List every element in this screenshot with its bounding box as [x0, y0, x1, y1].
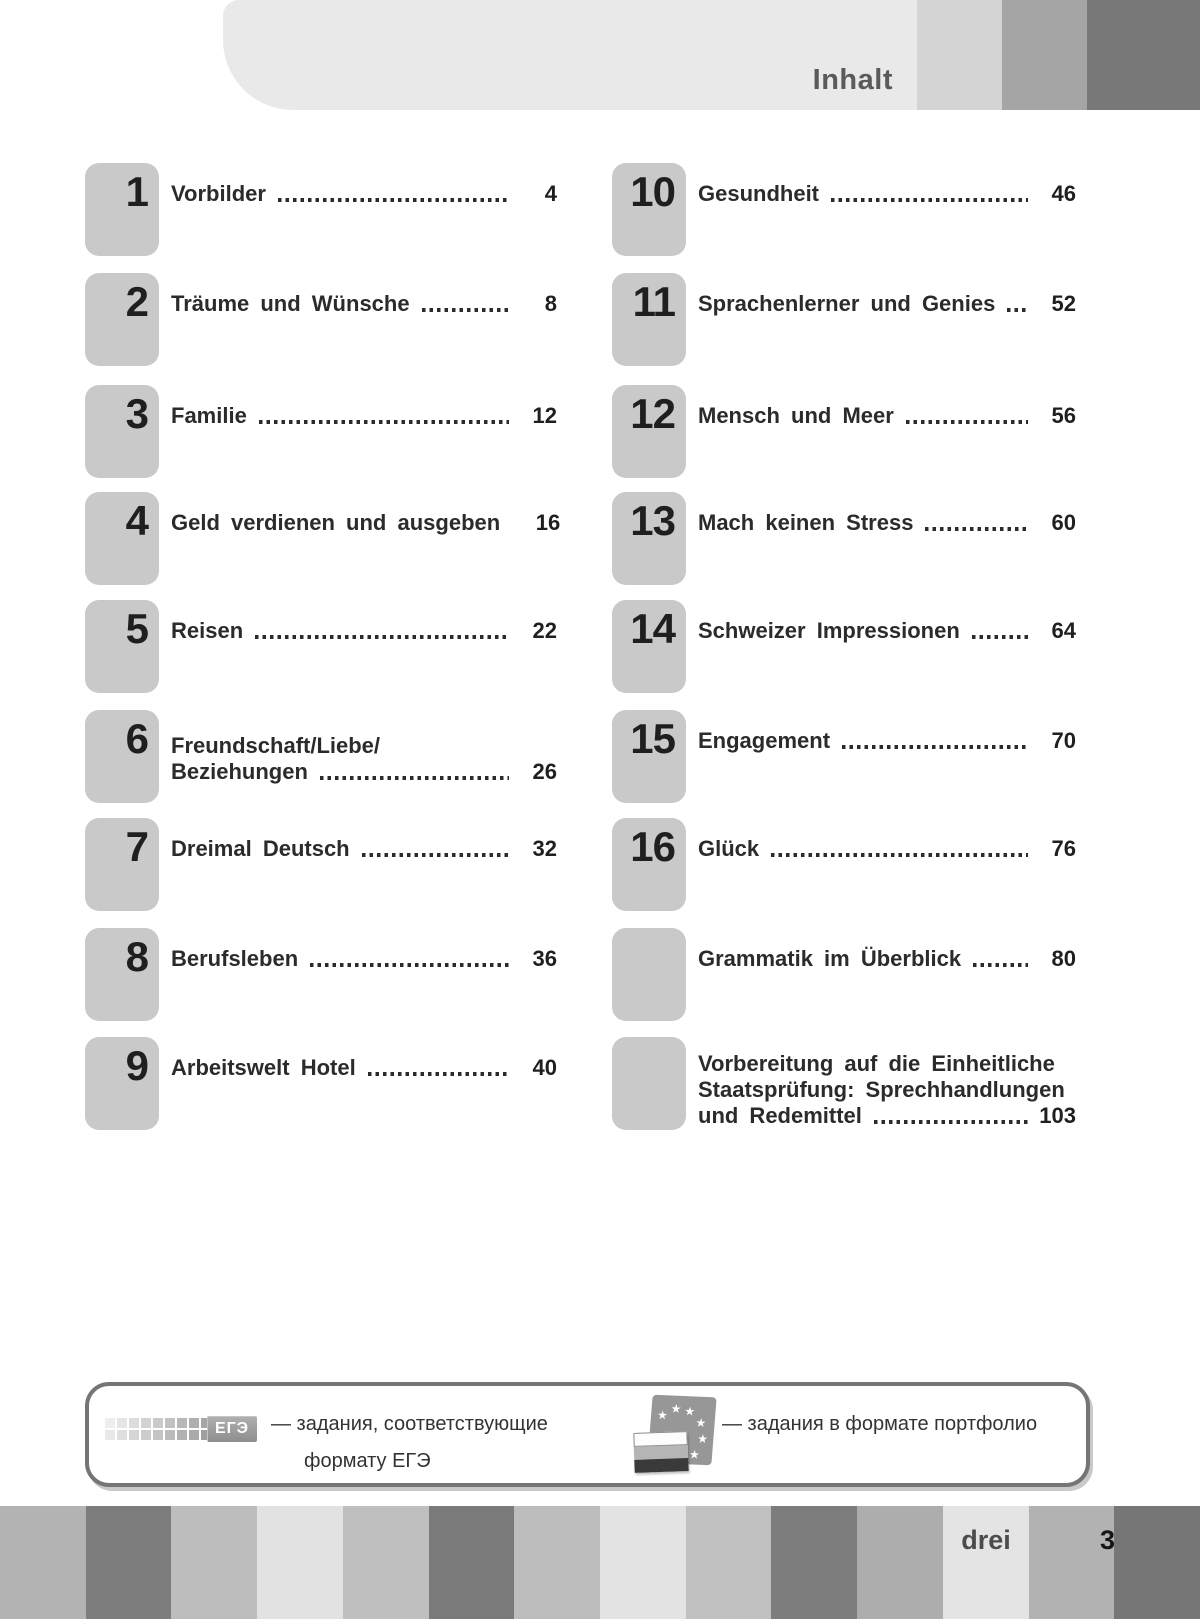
- footer-band: [1029, 1506, 1115, 1619]
- chapter-title-line: Engagement: [698, 728, 831, 753]
- footer-band: [686, 1506, 772, 1619]
- chapter-number-tile: [612, 600, 686, 693]
- dotted-leader: [362, 853, 509, 857]
- chapter-title-line: Geld verdienen und ausgeben: [171, 510, 501, 535]
- footer-band: [771, 1506, 857, 1619]
- toc-entry: [85, 385, 557, 478]
- chapter-number-tile: [612, 818, 686, 911]
- chapter-number-tile: [85, 928, 159, 1021]
- chapter-number-tile: [85, 385, 159, 478]
- footer-band: [600, 1506, 686, 1619]
- page-number: 16: [535, 510, 561, 535]
- legend-box: [85, 1382, 1090, 1487]
- chapter-title-line: Freundschaft/Liebe/: [171, 733, 381, 758]
- page-title: Inhalt: [812, 64, 893, 96]
- chapter-title-line: Beziehungen: [171, 759, 308, 784]
- chapter-title-line: Berufsleben: [171, 946, 299, 971]
- toc-entry: [612, 1037, 1076, 1130]
- chapter-title-line: Träume und Wünsche: [171, 291, 410, 316]
- dotted-leader: [259, 420, 509, 424]
- chapter-number-tile: [612, 710, 686, 803]
- chapter-number: 13: [630, 497, 675, 544]
- dotted-leader: [906, 420, 1028, 424]
- toc-entry: [612, 600, 1076, 693]
- page-number: 46: [1051, 181, 1076, 206]
- footer-page-number: 3: [1100, 1525, 1116, 1555]
- chapter-number: 9: [125, 1042, 148, 1089]
- toc-entry: [85, 1037, 557, 1130]
- ege-legend-text: [271, 1406, 548, 1480]
- toc-entry: [85, 163, 557, 256]
- header-stripe-dark: [1087, 0, 1200, 110]
- chapter-title-line: und Redemittel: [698, 1103, 862, 1128]
- page-number: 52: [1051, 291, 1076, 316]
- chapter-title-line: Reisen: [171, 618, 244, 643]
- chapter-number-tile: [612, 928, 686, 1021]
- portfolio-tricolor: [633, 1431, 688, 1473]
- toc-entry: [612, 492, 1076, 585]
- chapter-number: 6: [125, 715, 148, 762]
- dotted-leader: [422, 308, 509, 312]
- chapter-title-line: Grammatik im Überblick: [698, 946, 962, 971]
- chapter-number: 8: [125, 933, 148, 980]
- chapter-title-line: Familie: [171, 403, 247, 428]
- chapter-number-tile: [612, 163, 686, 256]
- toc-entry: [85, 818, 557, 911]
- chapter-number-tile: [85, 600, 159, 693]
- toc-entry: [612, 710, 1076, 803]
- footer-band: [0, 1506, 86, 1619]
- chapter-number-tile: [85, 163, 159, 256]
- chapter-title-line: Staatsprüfung: Sprechhandlungen: [698, 1077, 1065, 1102]
- footer-band: [429, 1506, 515, 1619]
- footer-color-strip: [0, 1506, 1200, 1619]
- page-number: 80: [1051, 946, 1076, 971]
- chapter-number-tile: [612, 385, 686, 478]
- footer-band: [343, 1506, 429, 1619]
- dotted-leader: [278, 198, 509, 202]
- toc-entry: [85, 928, 557, 1021]
- chapter-number: 7: [125, 823, 148, 870]
- chapter-title-line: Vorbilder: [171, 181, 266, 206]
- chapter-title-line: Glück: [698, 836, 760, 861]
- chapter-title-line: Arbeitswelt Hotel: [171, 1055, 356, 1080]
- chapter-title-line: Mach keinen Stress: [698, 510, 914, 535]
- chapter-number: 11: [632, 278, 675, 325]
- toc-entry: [612, 163, 1076, 256]
- page-number: 103: [1039, 1103, 1076, 1128]
- toc-entry: [612, 928, 1076, 1021]
- chapter-number: 2: [125, 278, 148, 325]
- chapter-number-tile: [612, 273, 686, 366]
- page-number: 32: [532, 836, 557, 861]
- toc-entry: [85, 600, 557, 693]
- footer-band: [857, 1506, 943, 1619]
- page-number: 26: [532, 759, 557, 784]
- toc-column-right: [612, 0, 1076, 1200]
- portfolio-flag-icon: [634, 1392, 718, 1476]
- chapter-title-line: Gesundheit: [698, 181, 820, 206]
- chapter-number-tile: [85, 710, 159, 803]
- chapter-number-tile: [612, 492, 686, 585]
- chapter-number: 1: [125, 168, 148, 215]
- chapter-number: [612, 928, 686, 936]
- toc-entry: [612, 818, 1076, 911]
- page-number: 76: [1051, 836, 1076, 861]
- footer-band: [86, 1506, 172, 1619]
- chapter-title-line: Schweizer Impressionen: [698, 618, 960, 643]
- dotted-leader: [310, 963, 509, 967]
- toc-entry: [612, 385, 1076, 478]
- page-number: 60: [1051, 510, 1076, 535]
- page-number: 22: [532, 618, 557, 643]
- page-number: 4: [544, 181, 557, 206]
- chapter-number-tile: [85, 818, 159, 911]
- footer-band: [171, 1506, 257, 1619]
- footer-band: [257, 1506, 343, 1619]
- chapter-number: [612, 1037, 686, 1045]
- portfolio-legend-text: — задания в формате портфолио: [722, 1413, 1038, 1435]
- chapter-title-line: Sprachenlerner und Genies: [698, 291, 996, 316]
- chapter-number-tile: [612, 1037, 686, 1130]
- page-number: 56: [1051, 403, 1076, 428]
- page-number: 40: [532, 1055, 557, 1080]
- toc-column-left: [85, 0, 561, 1200]
- footer-word: drei: [961, 1525, 1011, 1555]
- footer-band: [514, 1506, 600, 1619]
- toc-entry: [85, 710, 557, 803]
- toc-entry: [612, 273, 1076, 366]
- chapter-number: 16: [630, 823, 675, 870]
- dotted-leader: [771, 853, 1028, 857]
- dotted-leader: [973, 963, 1028, 967]
- chapter-number-tile: [85, 273, 159, 366]
- ege-pixel-fade-icon: [105, 1418, 211, 1440]
- page-number: 64: [1051, 618, 1076, 643]
- chapter-number: 3: [125, 390, 148, 437]
- ege-badge: ЕГЭ: [207, 1416, 257, 1442]
- page-number: 70: [1051, 728, 1076, 753]
- toc-entry: [85, 273, 557, 366]
- page-number: 8: [544, 291, 557, 316]
- chapter-number: 15: [630, 715, 675, 762]
- dotted-leader: [874, 1120, 1028, 1124]
- dotted-leader: [255, 635, 509, 639]
- chapter-title-line: Mensch und Meer: [698, 403, 894, 428]
- ege-legend-line1: — задания, соответствующие: [271, 1413, 548, 1435]
- chapter-number: 12: [630, 390, 675, 437]
- footer-band: [943, 1506, 1029, 1619]
- chapter-number-tile: [85, 1037, 159, 1130]
- page-number: 12: [532, 403, 557, 428]
- chapter-title-line: Vorbereitung auf die Einheitliche: [698, 1051, 1055, 1076]
- chapter-number: 4: [125, 497, 148, 544]
- dotted-leader: [320, 776, 509, 780]
- footer-band: [1114, 1506, 1200, 1619]
- dotted-leader: [1007, 308, 1028, 312]
- chapter-title-line: Dreimal Deutsch: [171, 836, 350, 861]
- ege-legend-line2: формату ЕГЭ: [304, 1450, 431, 1472]
- dotted-leader: [925, 527, 1028, 531]
- toc-entry: [85, 492, 561, 585]
- chapter-number: 14: [630, 605, 675, 652]
- dotted-leader: [842, 745, 1028, 749]
- dotted-leader: [368, 1072, 509, 1076]
- page-number: 36: [532, 946, 557, 971]
- dotted-leader: [831, 198, 1028, 202]
- dotted-leader: [972, 635, 1028, 639]
- chapter-number-tile: [85, 492, 159, 585]
- chapter-number: 10: [630, 168, 675, 215]
- chapter-number: 5: [125, 605, 148, 652]
- portfolio-flag: ★ ★ ★ ★ ★ ★: [647, 1395, 716, 1466]
